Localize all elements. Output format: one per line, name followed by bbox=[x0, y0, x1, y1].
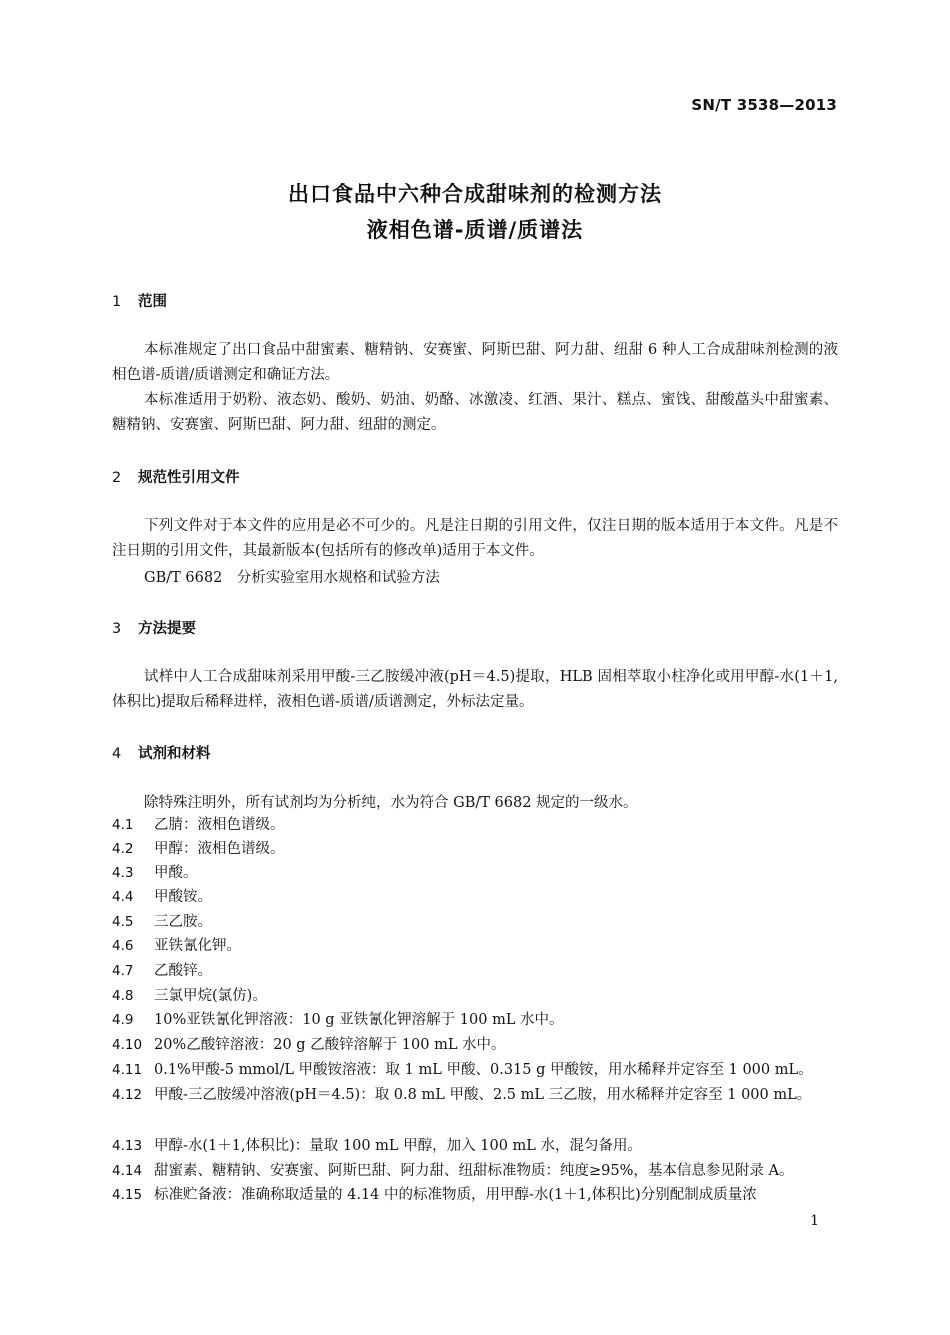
item-text: 甲酸。 bbox=[154, 865, 198, 881]
item-number: 4.4 bbox=[112, 889, 134, 905]
reagent-item bbox=[112, 837, 838, 862]
section-title: 规范性引用文件 bbox=[138, 470, 240, 486]
section-4-heading bbox=[112, 742, 211, 763]
reagent-item bbox=[112, 1008, 838, 1033]
reagent-item bbox=[112, 861, 838, 886]
item-text: 甲醇：液相色谱级。 bbox=[154, 841, 285, 857]
item-text: 亚铁氰化钾。 bbox=[154, 938, 241, 954]
section-number: 2 bbox=[112, 470, 122, 486]
item-number: 4.5 bbox=[112, 914, 134, 930]
item-text: 甲酸铵。 bbox=[154, 889, 212, 905]
section-title: 方法提要 bbox=[138, 621, 196, 637]
page-number: 1 bbox=[810, 1213, 819, 1229]
reagent-item bbox=[112, 1058, 838, 1083]
item-number: 4.6 bbox=[112, 938, 134, 954]
document-subtitle: 液相色谱-质谱/质谱法 bbox=[366, 218, 584, 242]
section-title: 范围 bbox=[138, 294, 167, 310]
section-1-paragraph-2: 本标准适用于奶粉、液态奶、酸奶、奶油、奶酪、冰激凌、红酒、果汁、糕点、蜜饯、甜酸藠头中甜蜜素、糖精钠、安赛蜜、阿斯巴甜、阿力甜、纽甜的测定。 bbox=[112, 392, 838, 433]
reagent-item bbox=[112, 1159, 838, 1184]
section-1-paragraph-1: 本标准规定了出口食品中甜蜜素、糖精钠、安赛蜜、阿斯巴甜、阿力甜、纽甜 6 种人工合成甜味剂检测的液相色谱-质谱/质谱测定和确证方法。 bbox=[112, 342, 838, 383]
reagent-item bbox=[112, 1033, 838, 1058]
standard-number: SN/T 3538—2013 bbox=[691, 96, 837, 114]
reagent-item bbox=[112, 813, 838, 838]
item-number: 4.9 bbox=[112, 1012, 134, 1028]
item-text: 标准贮备液：准确称取适量的 4.14 中的标准物质，用甲醇-水(1＋1,体积比)分别配制成质量浓 bbox=[154, 1187, 757, 1203]
section-number: 1 bbox=[112, 294, 122, 310]
item-number: 4.2 bbox=[112, 841, 134, 857]
item-text: 甲酸-三乙胺缓冲溶液(pH＝4.5)：取 0.8 mL 甲酸、2.5 mL 三乙胺，用水稀释并定容至 1 000 mL。 bbox=[154, 1087, 812, 1103]
item-number: 4.7 bbox=[112, 963, 134, 979]
item-text: 乙酸锌。 bbox=[154, 963, 212, 979]
item-text: 三乙胺。 bbox=[154, 914, 212, 930]
normative-reference: GB/T 6682 分析实验室用水规格和试验方法 bbox=[144, 570, 440, 586]
item-text: 甜蜜素、糖精钠、安赛蜜、阿斯巴甜、阿力甜、纽甜标准物质：纯度≥95%，基本信息参见附录 A。 bbox=[154, 1163, 794, 1179]
document-title: 出口食品中六种合成甜味剂的检测方法 bbox=[288, 182, 662, 206]
reagent-item bbox=[112, 885, 838, 910]
item-text: 10%亚铁氰化钾溶液：10 g 亚铁氰化钾溶解于 100 mL 水中。 bbox=[154, 1012, 564, 1028]
item-number: 4.1 bbox=[112, 817, 134, 833]
reagent-item bbox=[112, 934, 838, 959]
item-number: 4.10 bbox=[112, 1037, 143, 1053]
section-number: 3 bbox=[112, 621, 122, 637]
reagent-item bbox=[112, 910, 838, 935]
item-number: 4.14 bbox=[112, 1163, 143, 1179]
item-text: 0.1%甲酸-5 mmol/L 甲酸铵溶液：取 1 mL 甲酸、0.315 g 甲酸铵，用水稀释并定容至 1 000 mL。 bbox=[154, 1062, 813, 1078]
section-1-heading bbox=[112, 290, 167, 311]
item-number: 4.3 bbox=[112, 865, 134, 881]
item-number: 4.12 bbox=[112, 1087, 143, 1103]
reagent-item bbox=[112, 1134, 838, 1159]
section-4-intro: 除特殊注明外，所有试剂均为分析纯，水为符合 GB/T 6682 规定的一级水。 bbox=[144, 795, 638, 811]
section-3-paragraph-1: 试样中人工合成甜味剂采用甲酸-三乙胺缓冲液(pH＝4.5)提取，HLB 固相萃取小柱净化或用甲醇-水(1＋1,体积比)提取后稀释进样，液相色谱-质谱/质谱测定，外标法定量。 bbox=[112, 669, 838, 710]
section-title: 试剂和材料 bbox=[138, 746, 211, 762]
item-text: 甲醇-水(1＋1,体积比)：量取 100 mL 甲醇，加入 100 mL 水，混匀备用。 bbox=[154, 1138, 643, 1154]
reagent-item bbox=[112, 959, 838, 984]
section-2-paragraph-1: 下列文件对于本文件的应用是必不可少的。凡是注日期的引用文件，仅注日期的版本适用于本文件。凡是不注日期的引用文件，其最新版本(包括所有的修改单)适用于本文件。 bbox=[112, 518, 838, 559]
section-2-heading bbox=[112, 466, 240, 487]
reagent-item bbox=[112, 1083, 838, 1108]
item-number: 4.8 bbox=[112, 988, 134, 1004]
item-number: 4.13 bbox=[112, 1138, 143, 1154]
reagent-item bbox=[112, 984, 838, 1009]
item-text: 乙腈：液相色谱级。 bbox=[154, 817, 285, 833]
item-text: 三氯甲烷(氯仿)。 bbox=[154, 988, 267, 1004]
item-text: 20%乙酸锌溶液：20 g 乙酸锌溶解于 100 mL 水中。 bbox=[154, 1037, 506, 1053]
item-number: 4.15 bbox=[112, 1187, 143, 1203]
section-number: 4 bbox=[112, 746, 122, 762]
section-3-heading bbox=[112, 617, 196, 638]
item-number: 4.11 bbox=[112, 1062, 143, 1078]
reagent-item bbox=[112, 1183, 838, 1208]
